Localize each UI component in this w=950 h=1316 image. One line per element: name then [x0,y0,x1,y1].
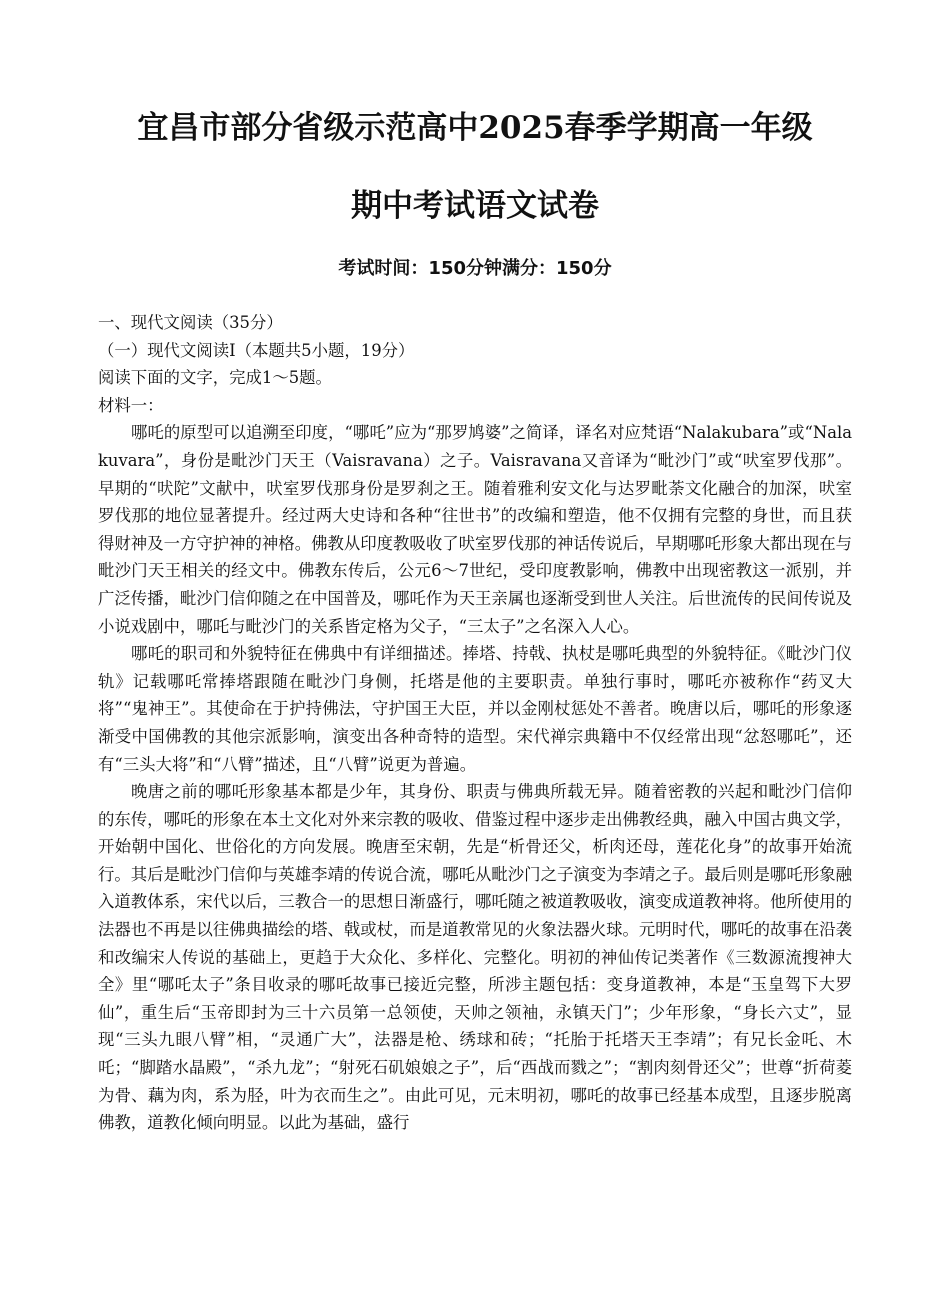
document-body [98,309,852,1137]
material-label: 材料一： [98,395,164,415]
section-heading: 一、现代文阅读（35分） [98,313,283,332]
section-subheading: （一）现代文阅读Ⅰ（本题共5小题，19分） [98,340,415,360]
document-title-line1: 宜昌市部分省级示范高中2025春季学期高一年级 [137,110,813,146]
document-title-line2: 期中考试语文试卷 [351,188,599,224]
exam-info: 考试时间：150分钟满分：150分 [338,258,612,279]
reading-instruction: 阅读下面的文字，完成1～5题。 [98,368,332,388]
paragraph: 哪吒的原型可以追溯至印度，“哪吒”应为“那罗鸠婆”之简译，译名对应梵语“Nalakubara”或“Nalakuvara”，身份是毗沙门天王（Vaisravana）之子。Vaisravana又音译为“毗沙门”或“吠室罗伐那”。早期的“吠陀”文献中，吠室罗伐那身份是罗刹之王。随着雅利安文化与达罗毗荼文化融合的加深，吠室罗伐那的地位显著提升。经过两大史诗和各种“往世书”的改编和塑造，他不仅拥有完整的身世，而且获得财神及一方守护神的神格。佛教从印度教吸收了吠室罗伐那的神话传说后，早期哪吒形象大都出现在与毗沙门天王相关的经文中。佛教东传后，公元6～7世纪，受印度教影响，佛教中出现密教这一派别，并广泛传播，毗沙门信仰随之在中国普及，哪吒作为天王亲属也逐渐受到世人关注。后世流传的民间传说及小说戏剧中，哪吒与毗沙门的关系皆定格为父子，“三太子”之名深入人心。 [98,423,852,636]
paragraph: 晚唐之前的哪吒形象基本都是少年，其身份、职责与佛典所载无异。随着密教的兴起和毗沙门信仰的东传，哪吒的形象在本土文化对外来宗教的吸收、借鉴过程中逐步走出佛教经典，融入中国古典文学，开始朝中国化、世俗化的方向发展。晚唐至宋朝，先是“析骨还父，析肉还母，莲花化身”的故事开始流行。其后是毗沙门信仰与英雄李靖的传说合流，哪吒从毗沙门之子演变为李靖之子。最后则是哪吒形象融入道教体系，宋代以后，三教合一的思想日渐盛行，哪吒随之被道教吸收，演变成道教神将。他所使用的法器也不再是以往佛典描绘的塔、戟或杖，而是道教常见的火象法器火球。元明时代，哪吒的故事在沿袭和改编宋人传说的基础上，更趋于大众化、多样化、完整化。明初的神仙传记类著作《三数源流搜神大全》里“哪吒太子”条目收录的哪吒故事已接近完整，所涉主题包括：变身道教神，本是“玉皇驾下大罗仙”，重生后“玉帝即封为三十六员第一总领使，天帅之领袖，永镇天门”；少年形象，“身长六丈”，显现“三头九眼八臂”相，“灵通广大”，法器是枪、绣球和砖；“托胎于托塔天王李靖”；有兄长金吒、木吒；“脚踏水晶殿”，“杀九龙”；“射死石矶娘娘之子”，后“西战而戮之”；“割肉刻骨还父”；世尊“折荷菱为骨、藕为肉，系为胫，叶为衣而生之”。由此可见，元末明初，哪吒的故事已经基本成型，且逐步脱离佛教，道教化倾向明显。以此为基础，盛行 [98,782,852,1133]
paragraph: 哪吒的职司和外貌特征在佛典中有详细描述。捧塔、持戟、执杖是哪吒典型的外貌特征。《毗沙门仪轨》记载哪吒常捧塔跟随在毗沙门身侧，托塔是他的主要职责。单独行事时，哪吒亦被称作“药叉大将”“鬼神王”。其使命在于护持佛法，守护国王大臣，并以金刚杖惩处不善者。晚唐以后，哪吒的形象逐渐受中国佛教的其他宗派影响，演变出各种奇特的造型。宋代禅宗典籍中不仅经常出现“忿怒哪吒”，还有“三头大将”和“八臂”描述，且“八臂”说更为普遍。 [98,644,852,774]
